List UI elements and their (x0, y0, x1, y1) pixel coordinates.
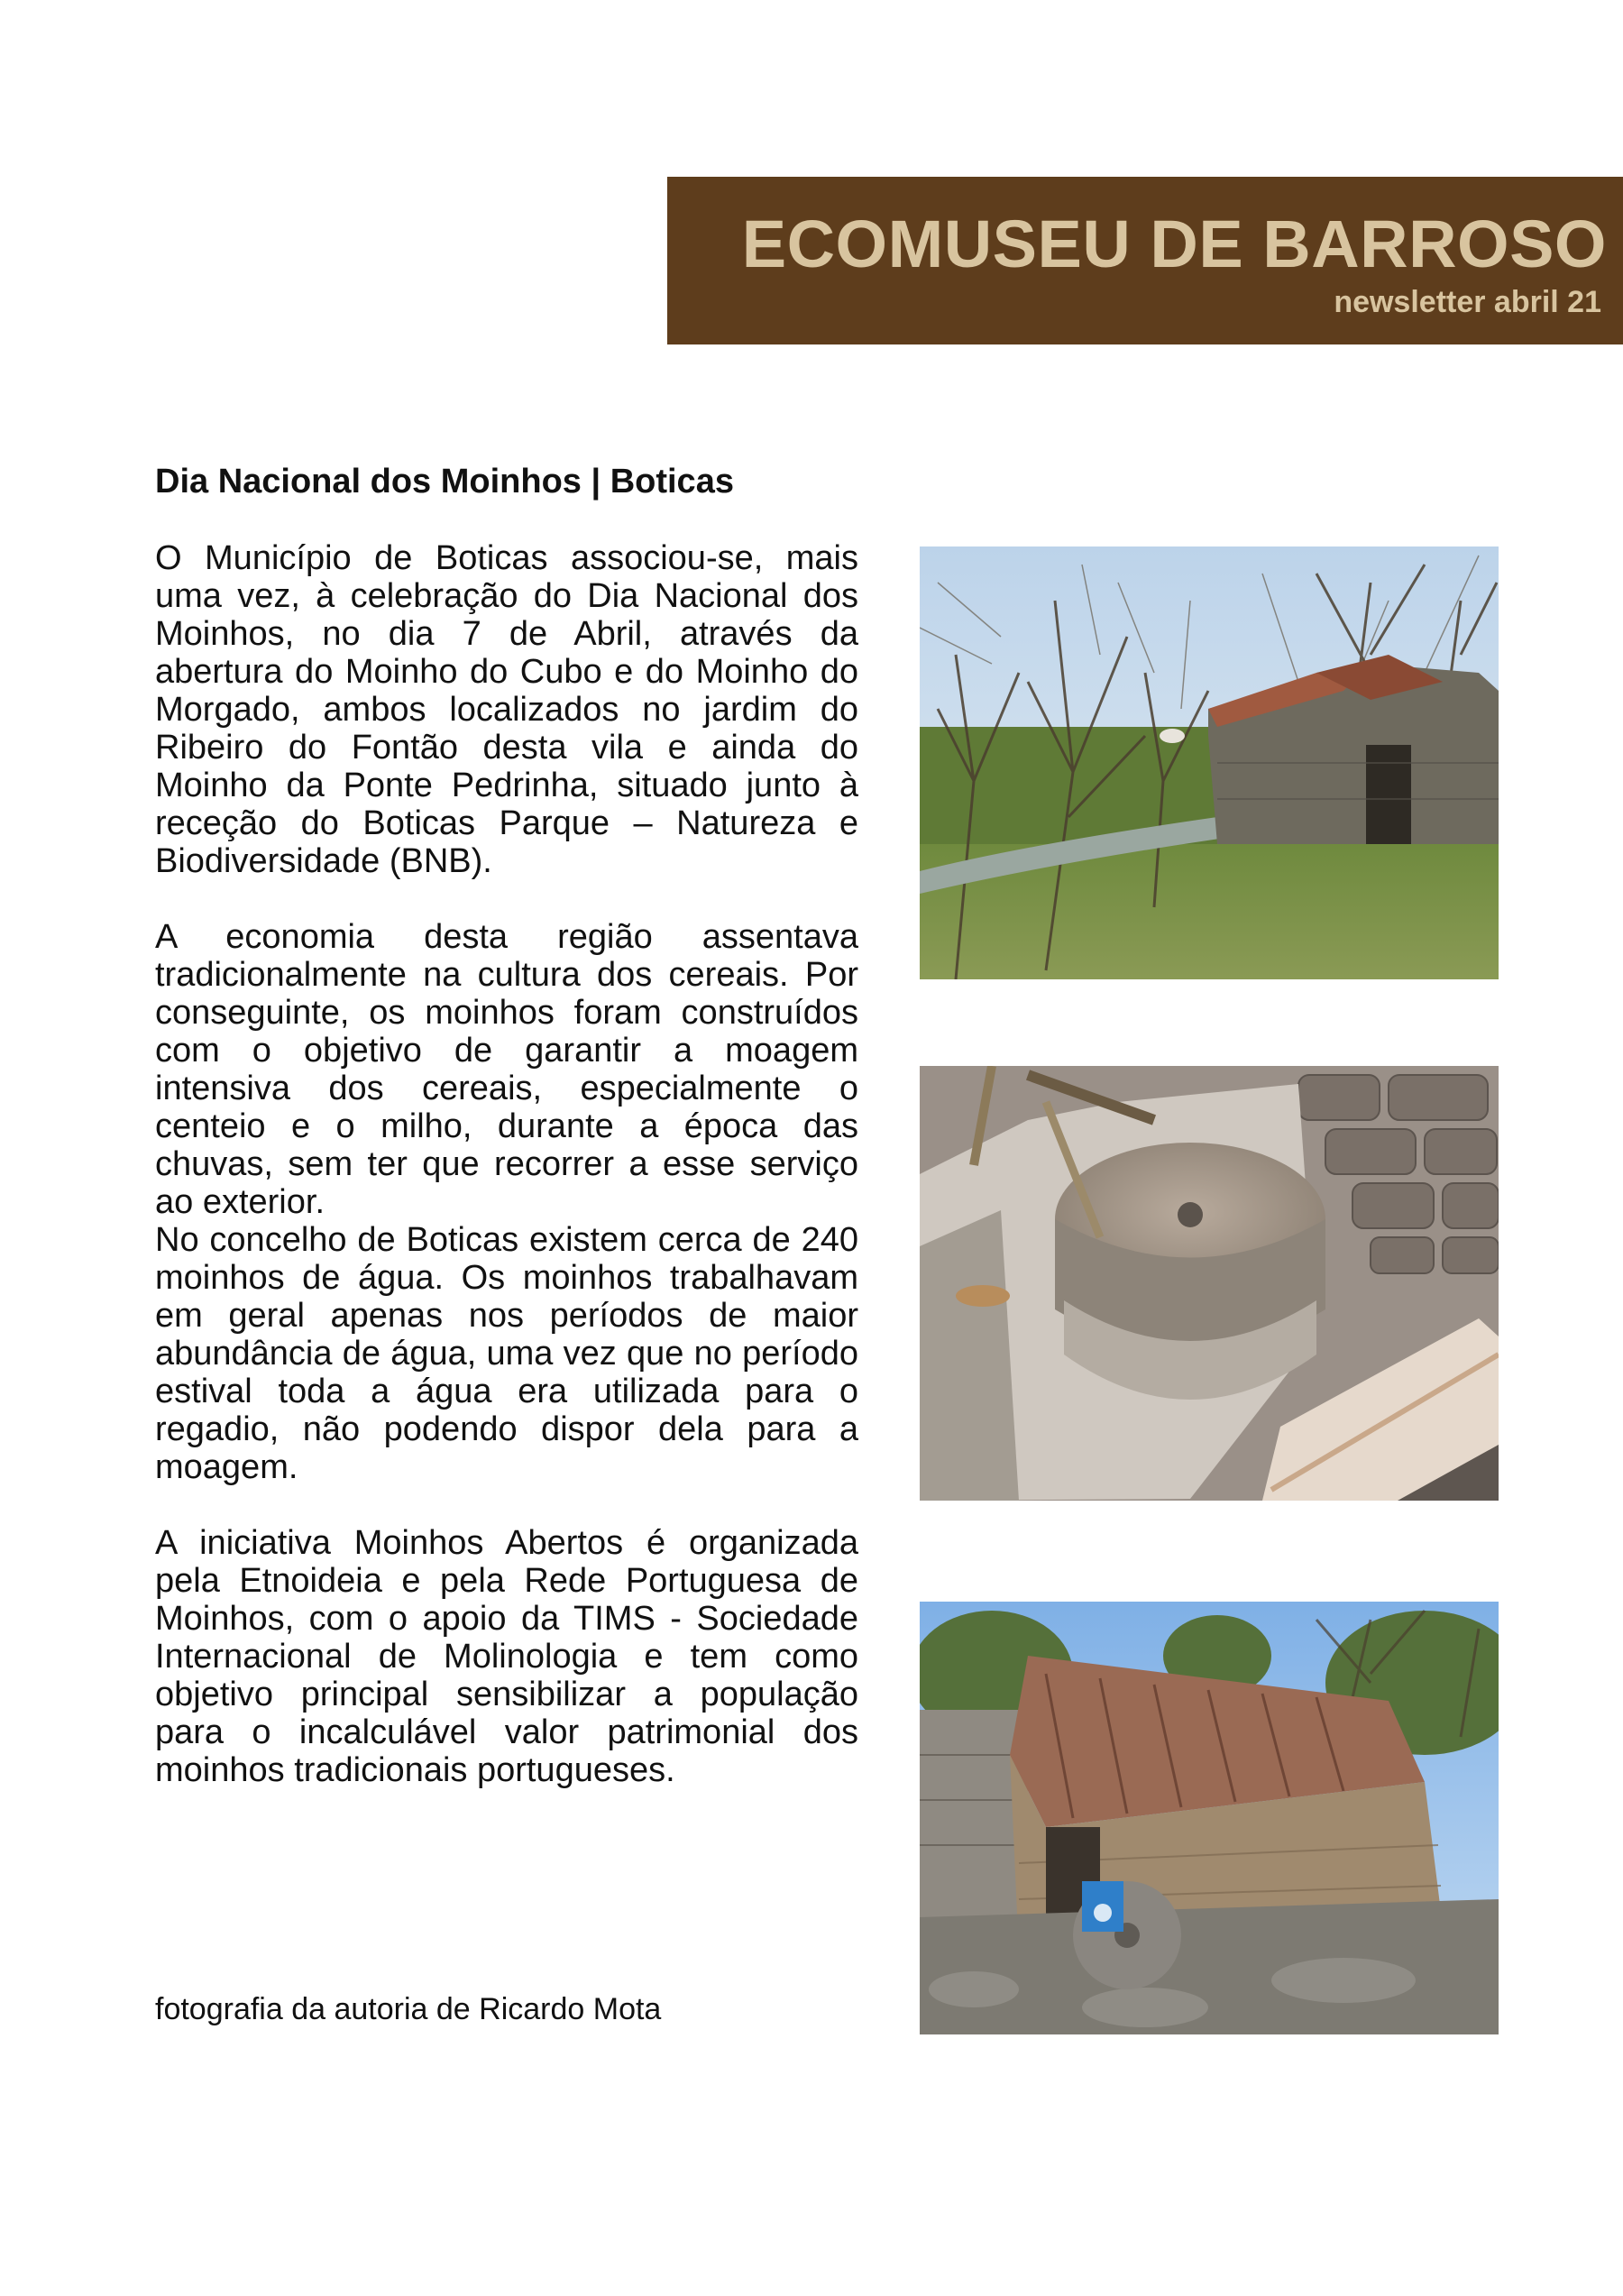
photo-mill-tiled-roof (920, 1602, 1499, 2034)
newsletter-issue: newsletter abril 21 (1334, 285, 1601, 319)
article-body (155, 539, 858, 1789)
paragraph-economy: A economia desta região assentava tradicionalmente na cultura dos cereais. Por conseguinte, os moinhos foram construídos com o objetivo de garantir a moagem intensiva dos cereais, especialmente o centeio e o milho, durante a época das chuvas, sem ter que recorrer a esse serviço ao exterior. (155, 918, 858, 1221)
paragraph-mill-count: No concelho de Boticas existem cerca de 240 moinhos de água. Os moinhos trabalhavam em geral apenas nos períodos de maior abundância de água, uma vez que no período estival toda a água era utilizada para o regadio, não podendo dispor dela para a moagem. (155, 1221, 858, 1486)
paragraph-initiative: A iniciativa Moinhos Abertos é organizada pela Etnoideia e pela Rede Portuguesa de Moinhos, com o apoio da TIMS - Sociedade Internacional de Molinologia e tem como objetivo principal sensibilizar a população para o incalculável valor patrimonial dos moinhos tradicionais portugueses. (155, 1524, 858, 1789)
photo-millstone-interior (920, 1066, 1499, 1501)
header-band (667, 177, 1623, 344)
newsletter-title: ECOMUSEU DE BARROSO (741, 207, 1607, 281)
paragraph-intro: O Município de Boticas associou-se, mais uma vez, à celebração do Dia Nacional dos Moinhos, no dia 7 de Abril, através da abertura do Moinho do Cubo e do Moinho do Morgado, ambos localizados no jardim do Ribeiro do Fontão desta vila e ainda do Moinho da Ponte Pedrinha, situado junto à receção do Boticas Parque – Natureza e Biodiversidade (BNB). (155, 539, 858, 880)
photo-credit: fotografia da autoria de Ricardo Mota (155, 1992, 662, 2026)
article-title: Dia Nacional dos Moinhos | Boticas (155, 463, 734, 501)
photo-mill-meadow (920, 546, 1499, 979)
